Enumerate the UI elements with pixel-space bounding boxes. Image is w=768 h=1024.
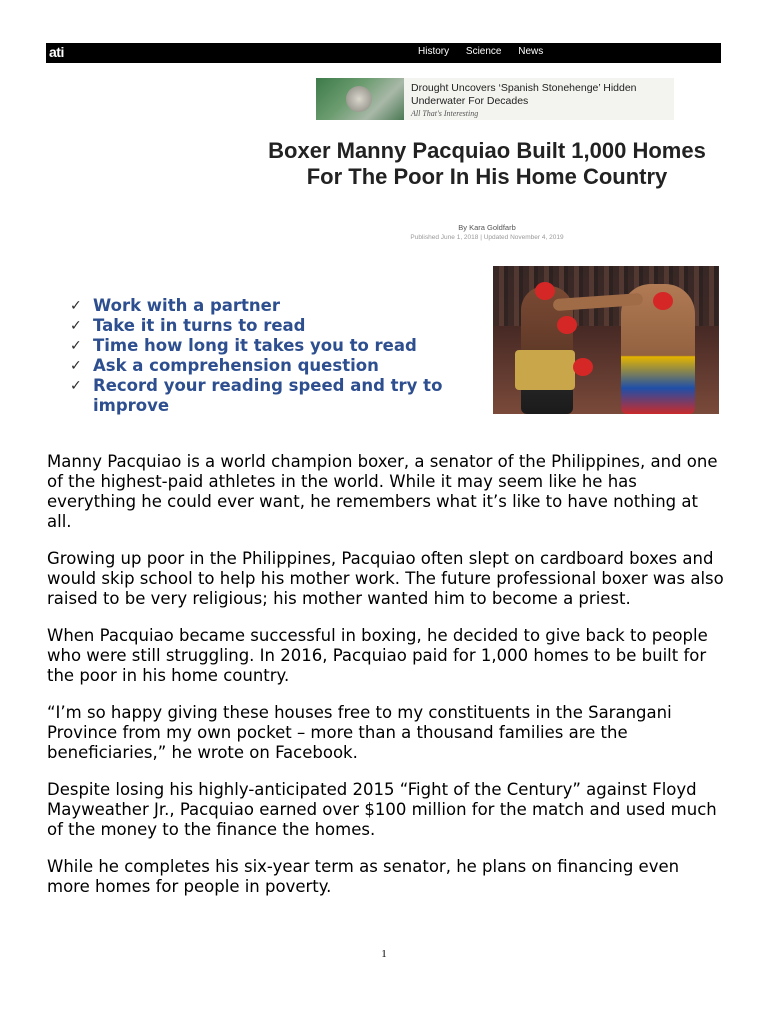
nav-item-news[interactable]: News <box>518 46 544 57</box>
check-icon: ✓ <box>70 378 82 394</box>
site-nav-bar <box>46 43 721 63</box>
nav-item-history[interactable]: History <box>418 46 450 57</box>
article-dates: Published June 1, 2018 | Updated November 4, 2019 <box>410 234 564 241</box>
article-headline: Boxer Manny Pacquiao Built 1,000 Homes For The Poor In His Home Country <box>268 138 706 189</box>
ad-source: All That's Interesting <box>411 109 479 118</box>
ad-thumbnail <box>316 78 404 120</box>
reading-checklist <box>70 296 490 416</box>
paragraph: While he completes his six-year term as senator, he plans on financing even more homes for people in poverty. <box>47 857 680 896</box>
check-icon: ✓ <box>70 338 82 354</box>
paragraph: When Pacquiao became successful in boxing, he decided to give back to people who were still struggling. In 2016, Pacquiao paid for 1,000 homes to be built for the poor in his home country. <box>47 626 708 685</box>
check-icon: ✓ <box>70 298 82 314</box>
ad-banner[interactable] <box>316 78 674 120</box>
checklist-item: ✓ Record your reading speed and try to improve <box>70 376 443 415</box>
checklist-item: ✓ Time how long it takes you to read <box>70 336 417 355</box>
paragraph: “I’m so happy giving these houses free to my constituents in the Sarangani Province from my own pocket – more than a thousand families are the beneficiaries,” he wrote on Facebook. <box>47 703 672 762</box>
paragraph: Manny Pacquiao is a world champion boxer, a senator of the Philippines, and one of the highest-paid athletes in the world. While it may seem like he has everything he could ever want, he remembers what it’s like to have nothing at all. <box>47 452 718 531</box>
page-number: 1 <box>381 948 387 960</box>
boxing-photo <box>493 266 719 414</box>
checklist-item: ✓ Take it in turns to read <box>70 316 306 335</box>
article-body <box>47 452 727 914</box>
checklist-item: ✓ Ask a comprehension question <box>70 356 379 375</box>
check-icon: ✓ <box>70 358 82 374</box>
site-logo[interactable]: ati <box>49 44 64 60</box>
author-name[interactable]: Kara Goldfarb <box>469 223 516 232</box>
nav-item-science[interactable]: Science <box>465 46 502 57</box>
ad-title[interactable]: Drought Uncovers ‘Spanish Stonehenge’ Hidden Underwater For Decades <box>411 82 637 107</box>
paragraph: Growing up poor in the Philippines, Pacquiao often slept on cardboard boxes and would skip school to help his mother work. The future professional boxer was also raised to be very religious; his mother wanted him to become a priest. <box>47 549 724 608</box>
article-byline: By Kara Goldfarb <box>458 223 516 232</box>
site-nav <box>418 46 557 57</box>
check-icon: ✓ <box>70 318 82 334</box>
paragraph: Despite losing his highly-anticipated 2015 “Fight of the Century” against Floyd Mayweather Jr., Pacquiao earned over $100 million for the match and used much of the money to the finance the homes. <box>47 780 717 839</box>
checklist-item: ✓ Work with a partner <box>70 296 281 315</box>
